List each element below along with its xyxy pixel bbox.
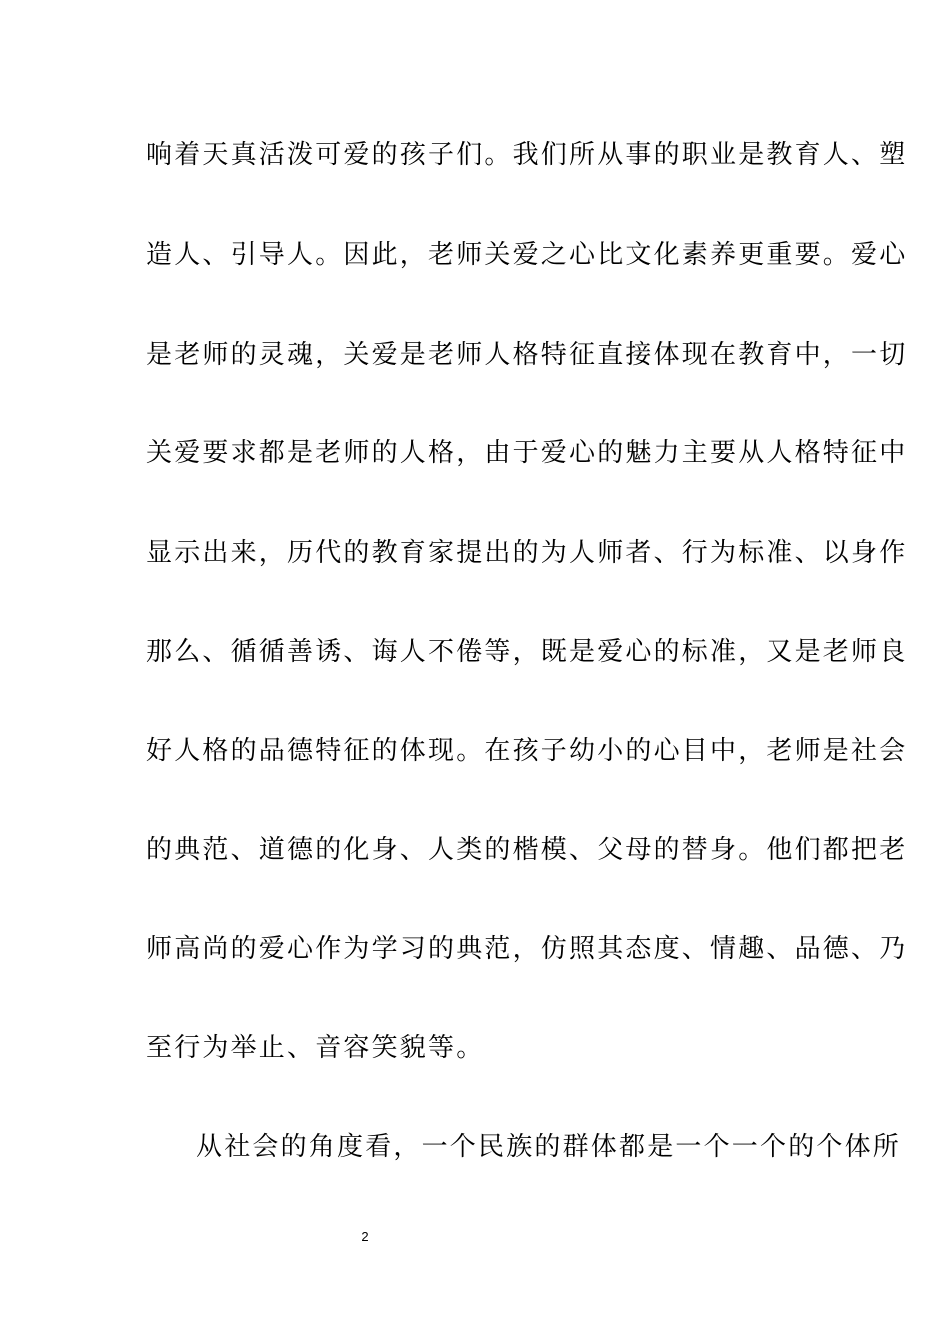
body-line-1: 响着天真活泼可爱的孩子们。我们所从事的职业是教育人、塑 [146,140,908,170]
body-line-8: 的典范、道德的化身、人类的楷模、父母的替身。他们都把老 [146,835,908,865]
body-line-9: 师高尚的爱心作为学习的典范，仿照其态度、情趣、品德、乃 [146,934,908,964]
body-line-2: 造人、引导人。因此，老师关爱之心比文化素养更重要。爱心 [146,240,908,270]
body-line-5: 显示出来，历代的教育家提出的为人师者、行为标准、以身作 [146,538,908,568]
page-number: 2 [361,1229,369,1244]
body-line-10: 至行为举止、音容笑貌等。 [146,1033,485,1063]
body-line-3: 是老师的灵魂，关爱是老师人格特征直接体现在教育中，一切 [146,340,908,370]
body-line-7: 好人格的品德特征的体现。在孩子幼小的心目中，老师是社会 [146,736,908,766]
paragraph-first-line: 从社会的角度看，一个民族的群体都是一个一个的个体所 [196,1132,902,1162]
body-line-6: 那么、循循善诱、诲人不倦等，既是爱心的标准，又是老师良 [146,637,908,667]
body-line-4: 关爱要求都是老师的人格，由于爱心的魅力主要从人格特征中 [146,438,908,468]
